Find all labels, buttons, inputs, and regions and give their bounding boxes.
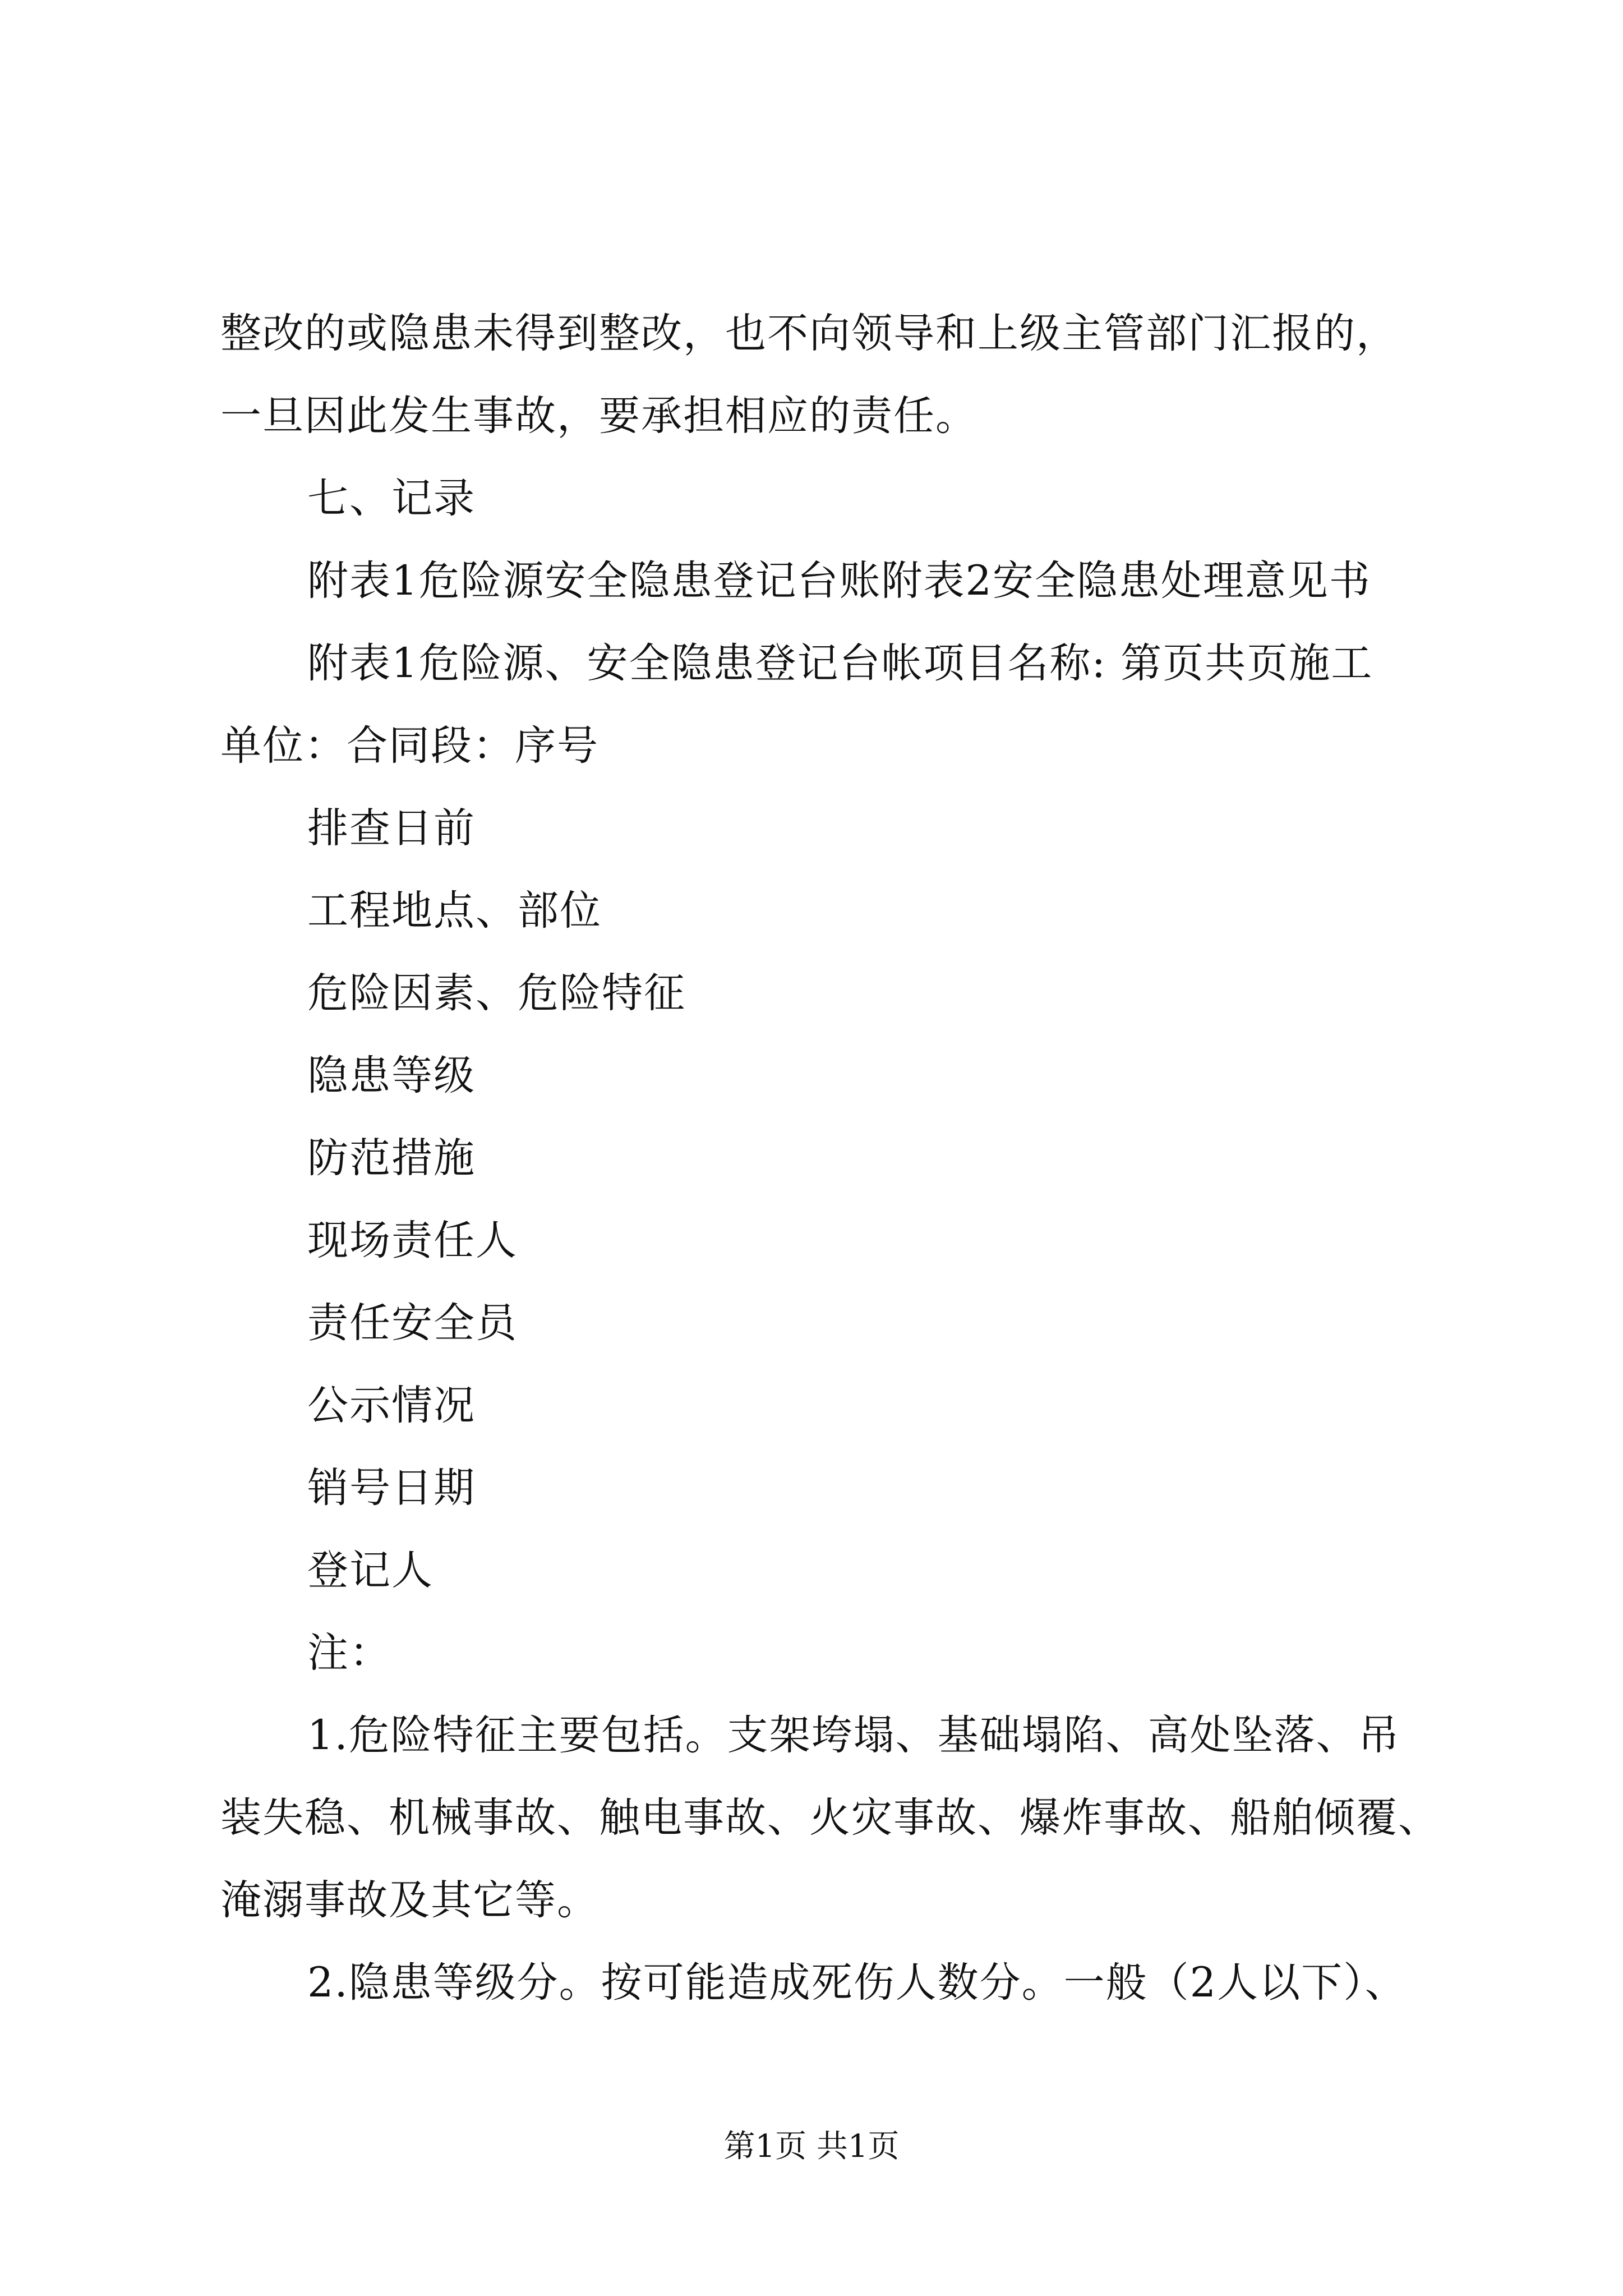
text-line-5: 附表1危险源、安全隐患登记台帐项目名称: 第页共页施工 bbox=[307, 639, 1373, 687]
note-1-line-1: 1.危险特征主要包括。支架垮塌、基础塌陷、高处坠落、吊 bbox=[307, 1711, 1400, 1759]
list-item-hazard-level: 隐患等级 bbox=[307, 1052, 476, 1099]
text-line-6: 单位：合同段：序号 bbox=[220, 722, 599, 770]
text-line-4: 附表1危险源安全隐患登记台账附表2安全隐患处理意见书 bbox=[307, 557, 1371, 605]
list-item-risk-factors: 危险因素、危险特征 bbox=[307, 969, 686, 1017]
note-1-line-3: 淹溺事故及其它等。 bbox=[220, 1876, 599, 1924]
page-footer: 第1页 共1页 bbox=[723, 2128, 900, 2165]
text-line-2: 一旦因此发生事故，要承担相应的责任。 bbox=[220, 392, 978, 440]
note-2-line-1: 2.隐患等级分。按可能造成死伤人数分。一般（2人以下）、 bbox=[307, 1959, 1407, 2007]
list-item-publicity: 公示情况 bbox=[307, 1382, 476, 1429]
list-item-close-date: 销号日期 bbox=[307, 1464, 476, 1512]
list-item-site-responsible: 现场责任人 bbox=[307, 1217, 518, 1264]
list-item-registrar: 登记人 bbox=[307, 1547, 434, 1594]
list-item-location: 工程地点、部位 bbox=[307, 887, 602, 935]
text-line-1: 整改的或隐患未得到整改，也不向领导和上级主管部门汇报的， bbox=[220, 310, 1398, 357]
list-item-prevention: 防范措施 bbox=[307, 1134, 476, 1182]
list-item-safety-officer: 责任安全员 bbox=[307, 1299, 518, 1347]
note-heading: 注： bbox=[307, 1629, 391, 1677]
note-1-line-2: 装失稳、机械事故、触电事故、火灾事故、爆炸事故、船舶倾覆、 bbox=[220, 1794, 1440, 1842]
list-item-inspection-date: 排查日前 bbox=[307, 804, 476, 852]
section-heading-records: 七、记录 bbox=[307, 475, 476, 522]
